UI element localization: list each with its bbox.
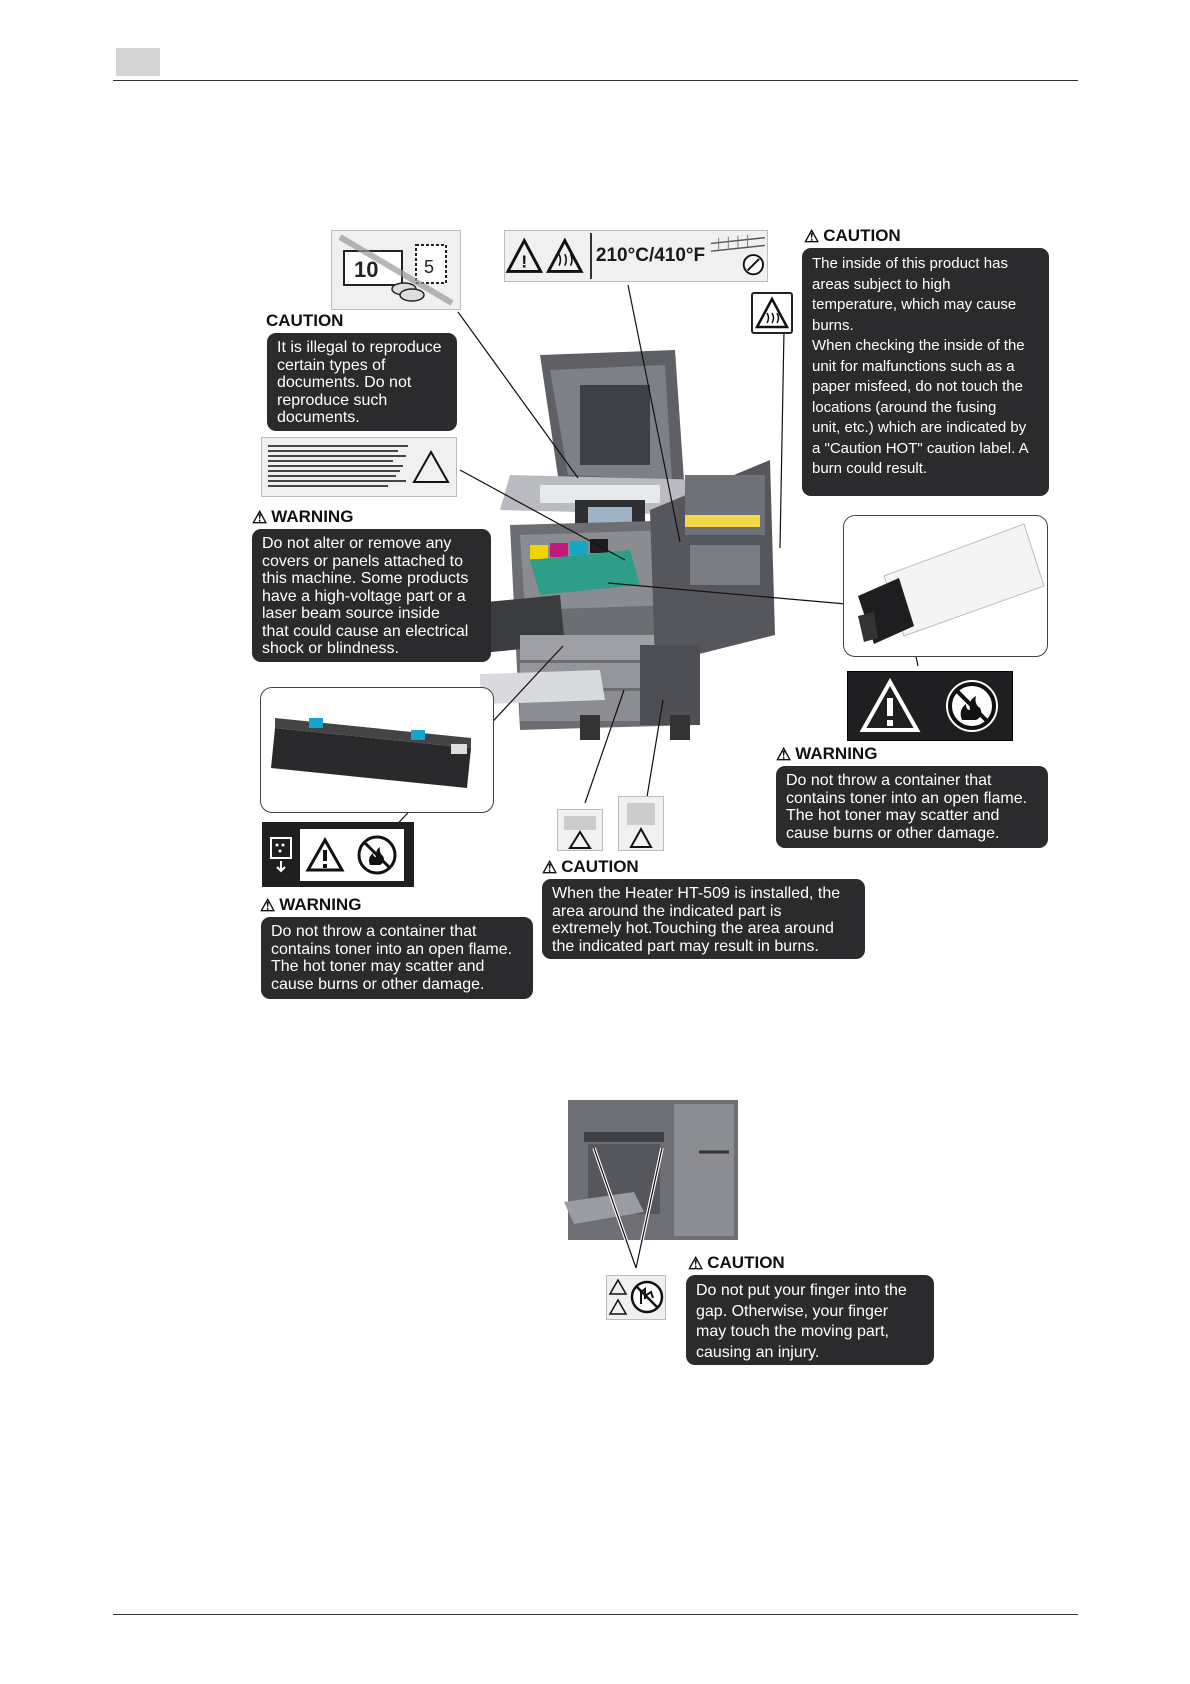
toner-box-icon [268, 835, 294, 875]
caution-hot-text: The inside of this product has areas subject to high temperature, which may cause burns. When checking the inside of the unit for malfunctions such as a paper misfeed, do not touch the locations (around the fusing unit, etc.) which are indicated by a "Caution HOT" caution label. A burn could result. [802, 248, 1049, 496]
warning-triangle-icon: ⚠ [804, 226, 820, 246]
pinch-hazard-label [606, 1275, 666, 1320]
no-fire-icon [355, 833, 399, 877]
warning-toner-left-text: Do not throw a container that contains toner into an open flame. The hot toner may scatter and cause burns or other damage. [261, 917, 533, 999]
warning-triangle-icon: ⚠ [252, 507, 268, 527]
pinch-hazard-icon [607, 1276, 665, 1319]
finisher-caution-text: Do not put your finger into the gap. Otherwise, your finger may touch the moving part, causing an injury. [686, 1275, 934, 1365]
warning-covers-text: Do not alter or remove any covers or panels attached to this machine. Some products have a high-voltage part or a laser beam source inside that could cause an electrical shock or blindness. [252, 529, 491, 662]
heater-label-right [618, 796, 664, 851]
warning-triangle-icon [859, 678, 921, 734]
warning-triangle-icon: ⚠ [688, 1253, 704, 1273]
footer-rule [113, 1614, 1078, 1615]
svg-text:5: 5 [424, 257, 435, 277]
header-rule [113, 80, 1078, 81]
svg-text:!: ! [521, 251, 528, 272]
waste-toner-fire-warning-sign [262, 822, 414, 887]
finisher-illustration [564, 1092, 744, 1242]
header-tab [116, 48, 160, 76]
hot-surface-icon [751, 292, 793, 334]
caution-heater-text: When the Heater HT-509 is installed, the area around the indicated part is extremely hot.Touching the area around the indicated part may result in burns. [542, 879, 865, 959]
caution-docs-text: It is illegal to reproduce certain types of documents. Do not reproduce such documents. [267, 333, 457, 431]
warning-triangle-icon: ⚠ [260, 895, 276, 915]
banknote-stamp-icon [332, 231, 460, 309]
waste-toner-box-illustration [260, 687, 494, 813]
warning-triangle-icon [505, 236, 586, 276]
warning-toner-right-heading: ⚠ WARNING [776, 744, 878, 764]
fusing-unit-icon [709, 233, 767, 279]
warning-toner-right-text: Do not throw a container that contains toner into an open flame. The hot toner may scatter and cause burns or other damage. [776, 766, 1048, 848]
temperature-label-text: 210°C/410°F [595, 245, 706, 266]
caution-hot-heading: ⚠ CAUTION [804, 226, 901, 246]
toner-bottle-illustration [843, 515, 1048, 657]
finisher-caution-heading: ⚠ CAUTION [688, 1253, 785, 1273]
warning-covers-heading: ⚠ WARNING [252, 507, 354, 527]
warning-triangle-icon: ⚠ [776, 744, 792, 764]
warning-triangle-icon: ⚠ [542, 857, 558, 877]
svg-text:10: 10 [354, 257, 379, 282]
mfp-machine-illustration [480, 345, 840, 745]
laser-warning-label [261, 437, 457, 497]
heater-label-left [557, 809, 603, 851]
warning-toner-left-heading: ⚠ WARNING [260, 895, 362, 915]
caution-heater-heading: ⚠ CAUTION [542, 857, 639, 877]
caution-docs-heading: CAUTION [266, 311, 344, 330]
warning-triangle-icon [305, 837, 345, 873]
illegal-copy-label [331, 230, 461, 310]
toner-fire-warning-sign [847, 671, 1013, 741]
no-fire-icon [942, 676, 1002, 736]
hot-temperature-label [504, 230, 768, 282]
